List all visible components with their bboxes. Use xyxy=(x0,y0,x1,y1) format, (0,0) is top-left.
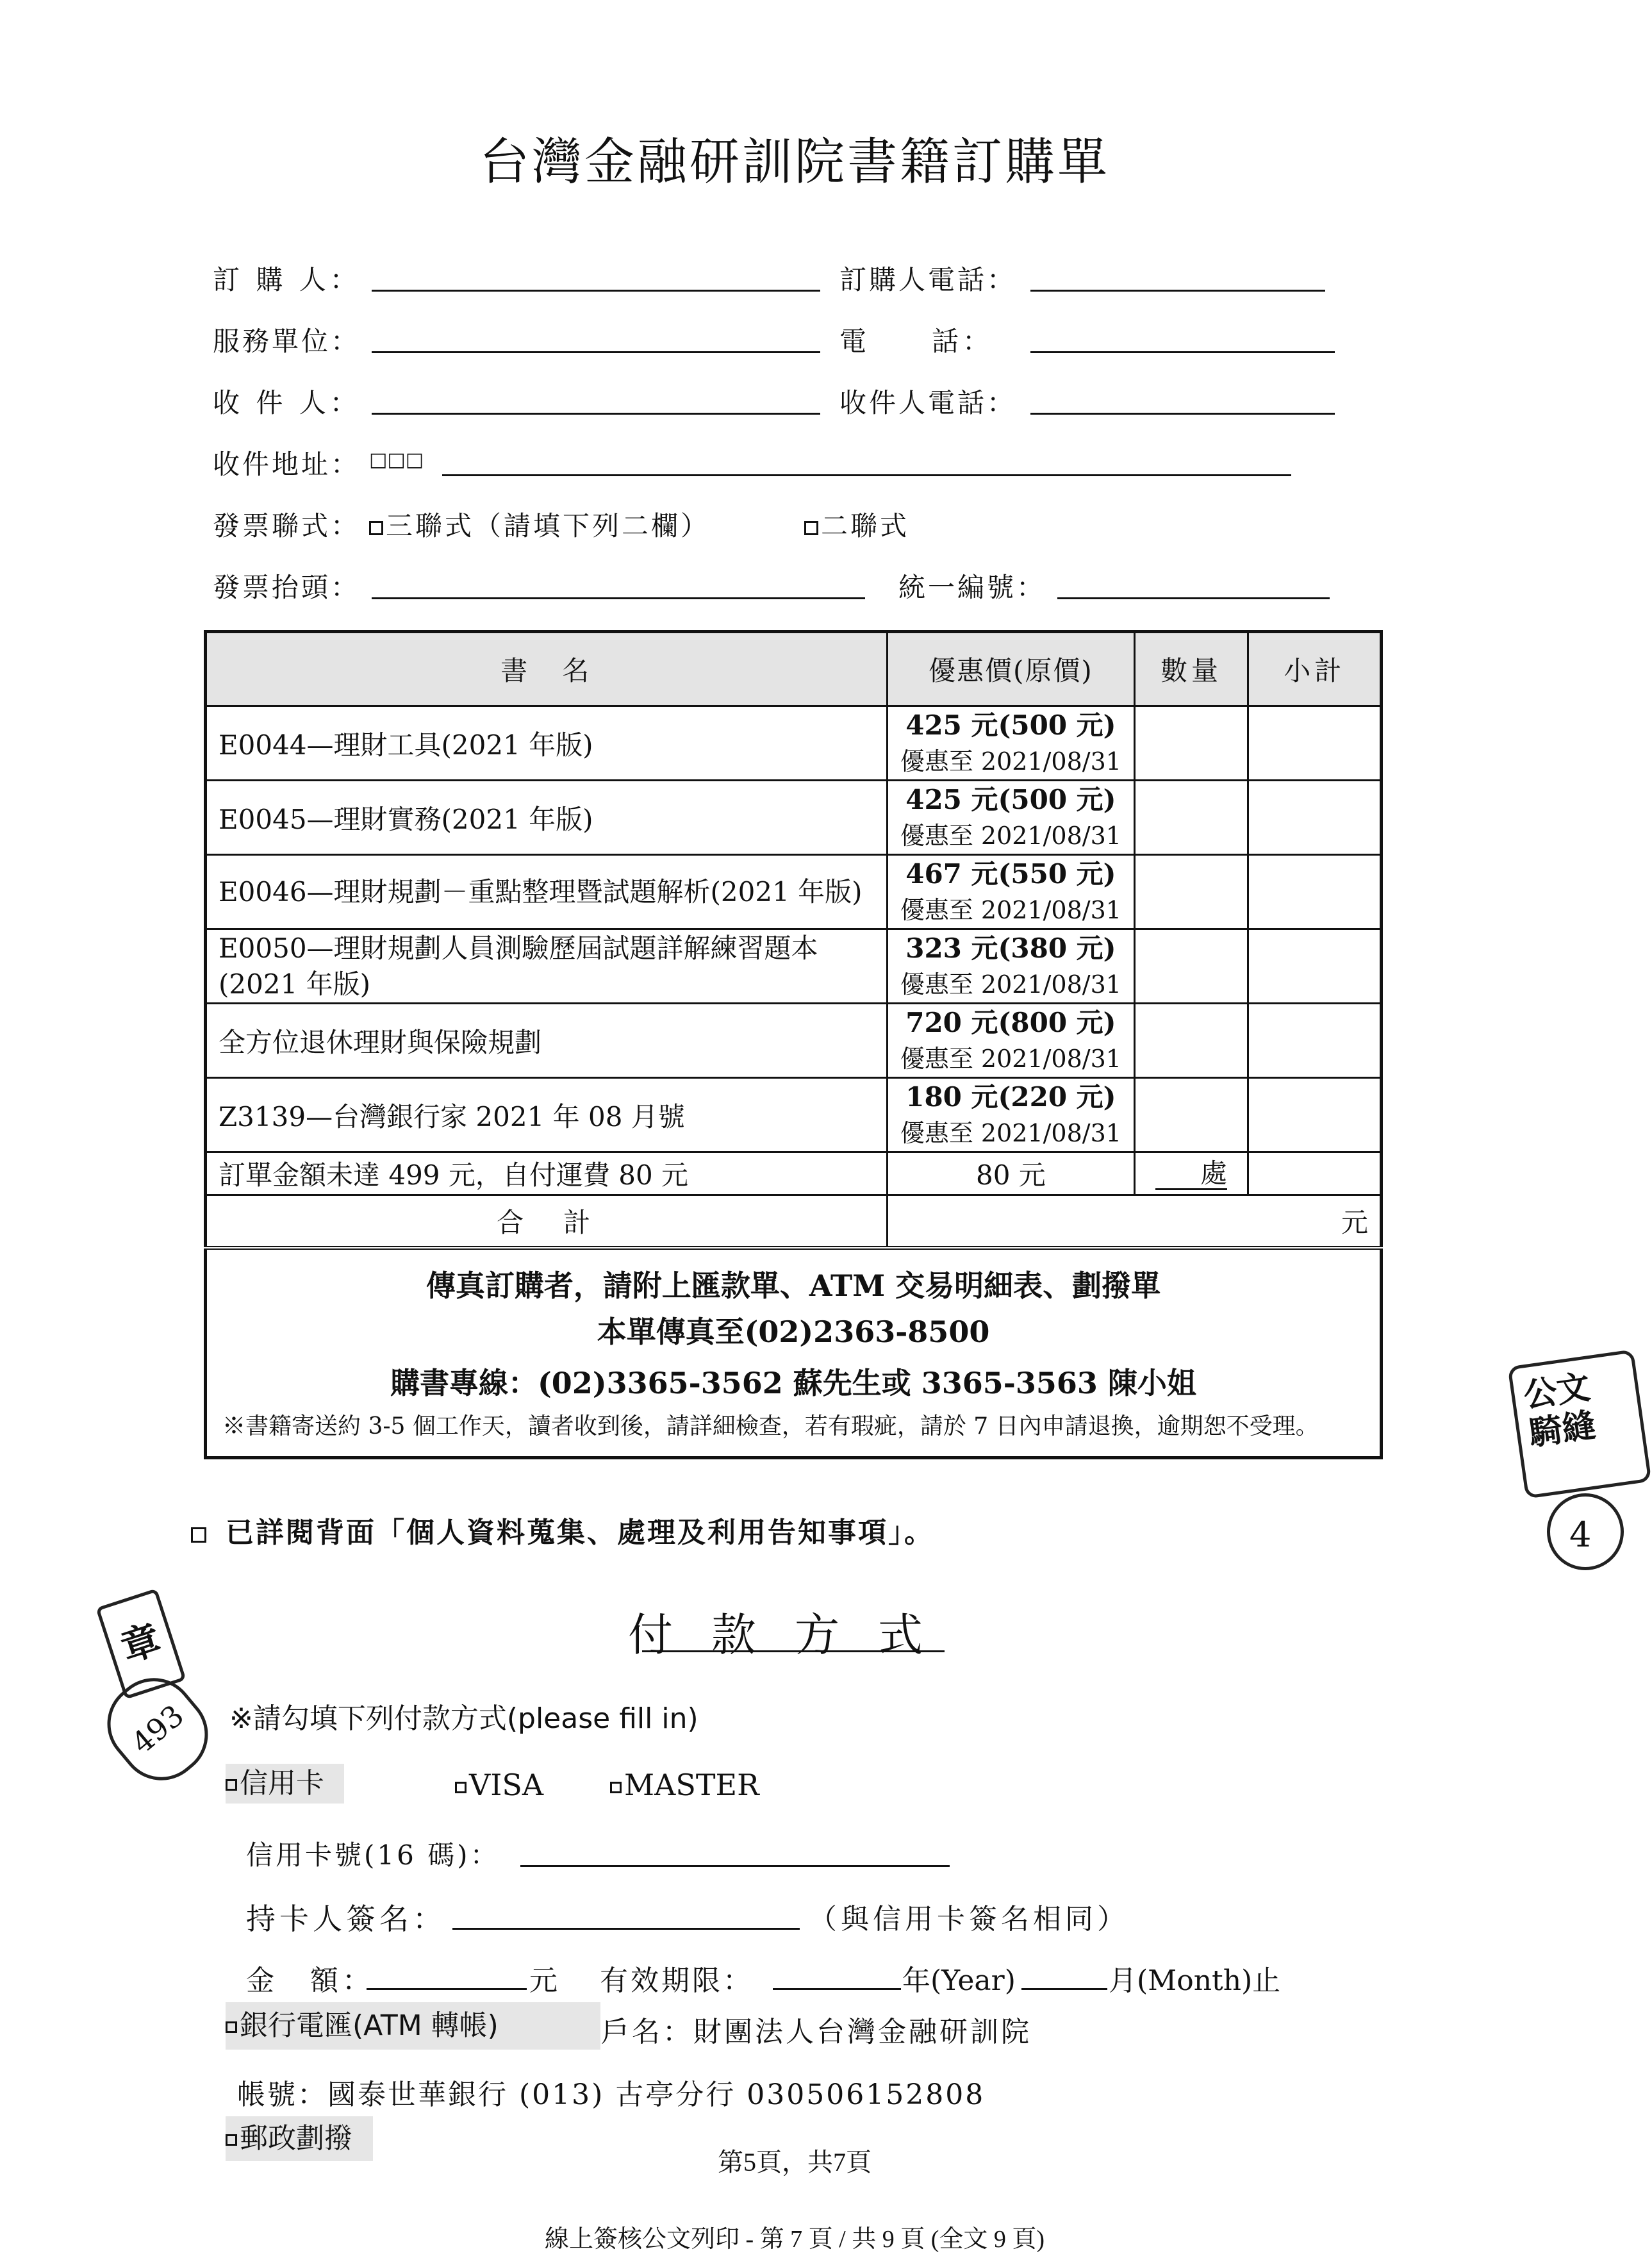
invoice-double-option[interactable]: 二聯式 xyxy=(804,505,909,543)
header-book-name: 書 名 xyxy=(206,632,888,706)
quantity-input[interactable] xyxy=(1134,1078,1248,1152)
expiry-year-field[interactable] xyxy=(773,1988,901,1990)
signature-field[interactable] xyxy=(452,1928,800,1930)
order-table xyxy=(204,630,1383,1459)
receiver-field[interactable] xyxy=(372,413,820,415)
book-price: 180 元(220 元) 優惠至 2021/08/31 xyxy=(888,1078,1134,1152)
book-price: 425 元(500 元) 優惠至 2021/08/31 xyxy=(888,781,1134,855)
table-row xyxy=(206,929,1382,1004)
consent-checkbox[interactable] xyxy=(191,1527,206,1543)
table-row xyxy=(206,1004,1382,1078)
master-option[interactable]: MASTER xyxy=(610,1768,759,1802)
quantity-input[interactable] xyxy=(1134,781,1248,855)
shipping-row xyxy=(206,1152,1382,1195)
book-name: E0044—理財工具(2021 年版) xyxy=(206,706,888,781)
amount-field[interactable] xyxy=(367,1988,527,1990)
amount-label: 金 額： xyxy=(246,1964,374,1997)
shipping-subtotal[interactable] xyxy=(1248,1152,1382,1195)
seal-stamp-left: 章 xyxy=(95,1588,186,1700)
subtotal-cell[interactable] xyxy=(1248,781,1382,855)
book-name: E0050—理財規劃人員測驗歷屆試題詳解練習題本(2021 年版) xyxy=(206,929,888,1004)
total-label: 合 計 xyxy=(206,1195,888,1248)
payment-title: 付款方式 xyxy=(628,1609,961,1661)
table-row xyxy=(206,855,1382,929)
receiver-label: 收 件 人： xyxy=(213,387,361,419)
notice-hotline: 購書專線：(02)3365-3562 蘇先生或 3365-3563 陳小姐 xyxy=(390,1366,1196,1400)
card-number-field[interactable] xyxy=(520,1865,950,1867)
subtotal-cell[interactable] xyxy=(1248,1004,1382,1078)
consent-option[interactable]: 已詳閱背面「個人資料蒐集、處理及利用告知事項」。 xyxy=(191,1509,934,1550)
orderer-phone-field[interactable] xyxy=(1030,290,1325,292)
seal-number-right: 4 xyxy=(1547,1493,1624,1570)
account-number: 帳號：國泰世華銀行 (013) 古亭分行 030506152808 xyxy=(237,2078,986,2111)
notice-row xyxy=(206,1248,1382,1458)
table-row xyxy=(206,781,1382,855)
year-label: 年(Year) xyxy=(902,1964,1016,1997)
shipping-price: 80 元 xyxy=(888,1152,1134,1195)
order-notice xyxy=(206,1248,1382,1458)
header-subtotal: 小計 xyxy=(1248,632,1382,706)
credit-card-checkbox[interactable] xyxy=(226,1779,237,1791)
expiry-label: 有效期限： xyxy=(600,1964,754,1997)
postal-transfer-option[interactable]: 郵政劃撥 xyxy=(226,2116,373,2161)
card-number-label: 信用卡號(16 碼)： xyxy=(246,1839,500,1871)
master-checkbox[interactable] xyxy=(610,1782,622,1793)
quantity-input[interactable] xyxy=(1134,855,1248,929)
book-name: 全方位退休理財與保險規劃 xyxy=(206,1004,888,1078)
tax-id-field[interactable] xyxy=(1057,597,1330,599)
orderer-field[interactable] xyxy=(372,290,820,292)
visa-checkbox[interactable] xyxy=(455,1782,467,1793)
unit-field[interactable] xyxy=(372,351,820,353)
header-price: 優惠價(原價) xyxy=(888,632,1134,706)
signature-note: （與信用卡簽名相同） xyxy=(809,1903,1129,1936)
bank-transfer-option[interactable]: 銀行電匯(ATM 轉帳) xyxy=(226,2002,600,2050)
seal-stamp-right: 公文 騎縫 xyxy=(1507,1349,1651,1499)
shipping-qty[interactable]: 處 xyxy=(1134,1152,1248,1195)
invoice-title-label: 發票抬頭： xyxy=(213,572,361,603)
book-price: 467 元(550 元) 優惠至 2021/08/31 xyxy=(888,855,1134,929)
visa-option[interactable]: VISA xyxy=(455,1768,543,1802)
notice-fax-instructions: 傳真訂購者，請附上匯款單、ATM 交易明細表、劃撥單 xyxy=(425,1268,1161,1303)
page-title: 台灣金融研訓院書籍訂購單 xyxy=(479,133,1110,191)
table-row xyxy=(206,706,1382,781)
subtotal-cell[interactable] xyxy=(1248,1078,1382,1152)
signature-label: 持卡人簽名： xyxy=(246,1902,446,1936)
address-postcode-boxes[interactable]: □□□ xyxy=(369,449,424,471)
bank-transfer-checkbox[interactable] xyxy=(226,2021,237,2033)
header-quantity: 數量 xyxy=(1134,632,1248,706)
invoice-double-checkbox[interactable] xyxy=(804,521,818,535)
orderer-phone-label: 訂購人電話： xyxy=(839,264,1017,295)
table-header-row xyxy=(206,632,1382,706)
receiver-phone-label: 收件人電話： xyxy=(839,387,1017,419)
quantity-input[interactable] xyxy=(1134,929,1248,1004)
invoice-type-label: 發票聯式： xyxy=(213,510,361,542)
tax-id-label: 統一編號： xyxy=(898,572,1046,603)
table-row xyxy=(206,1078,1382,1152)
seal-number-left: 493 xyxy=(90,1661,225,1798)
print-footer: 線上簽核公文列印 - 第 7 頁 / 共 9 頁 (全文 9 頁) xyxy=(544,2226,1045,2253)
orderer-label: 訂 購 人： xyxy=(213,264,361,295)
book-price: 323 元(380 元) 優惠至 2021/08/31 xyxy=(888,929,1134,1004)
subtotal-cell[interactable] xyxy=(1248,706,1382,781)
phone-field[interactable] xyxy=(1030,351,1335,353)
subtotal-cell[interactable] xyxy=(1248,855,1382,929)
address-field[interactable] xyxy=(442,474,1291,476)
amount-unit: 元 xyxy=(529,1964,561,1997)
quantity-input[interactable] xyxy=(1134,706,1248,781)
invoice-triple-option[interactable]: 三聯式（請填下列二欄） xyxy=(369,505,710,543)
book-name: E0046—理財規劃－重點整理暨試題解析(2021 年版) xyxy=(206,855,888,929)
receiver-phone-field[interactable] xyxy=(1030,413,1335,415)
shipping-label: 訂單金額未達 499 元，自付運費 80 元 xyxy=(206,1152,888,1195)
unit-label: 服務單位： xyxy=(213,326,361,357)
total-amount[interactable]: 元 xyxy=(888,1195,1382,1248)
address-label: 收件地址： xyxy=(213,449,361,480)
phone-label: 電 話： xyxy=(839,326,994,357)
subtotal-cell[interactable] xyxy=(1248,929,1382,1004)
book-price: 720 元(800 元) 優惠至 2021/08/31 xyxy=(888,1004,1134,1078)
month-label: 月(Month)止 xyxy=(1109,1964,1281,1997)
payment-title-underline xyxy=(642,1650,945,1652)
invoice-title-field[interactable] xyxy=(372,597,865,599)
page-number: 第5頁，共7頁 xyxy=(718,2148,871,2177)
credit-card-option[interactable]: 信用卡 xyxy=(226,1764,344,1804)
payment-instruction: ※請勾填下列付款方式(please fill in) xyxy=(229,1702,698,1735)
quantity-input[interactable] xyxy=(1134,1004,1248,1078)
notice-fax-number: 本單傳真至(02)2363-8500 xyxy=(597,1315,990,1349)
expiry-month-field[interactable] xyxy=(1021,1988,1107,1990)
book-name: Z3139—台灣銀行家 2021 年 08 月號 xyxy=(206,1078,888,1152)
total-row xyxy=(206,1195,1382,1248)
account-name: 戶名：財團法人台灣金融研訓院 xyxy=(601,2016,1032,2048)
notice-shipping-terms: ※書籍寄送約 3-5 個工作天，讀者收到後，請詳細檢查，若有瑕疵，請於 7 日內申請退換，逾期恕不受理。 xyxy=(222,1413,1319,1439)
invoice-triple-checkbox[interactable] xyxy=(369,521,383,535)
book-name: E0045—理財實務(2021 年版) xyxy=(206,781,888,855)
book-price: 425 元(500 元) 優惠至 2021/08/31 xyxy=(888,706,1134,781)
